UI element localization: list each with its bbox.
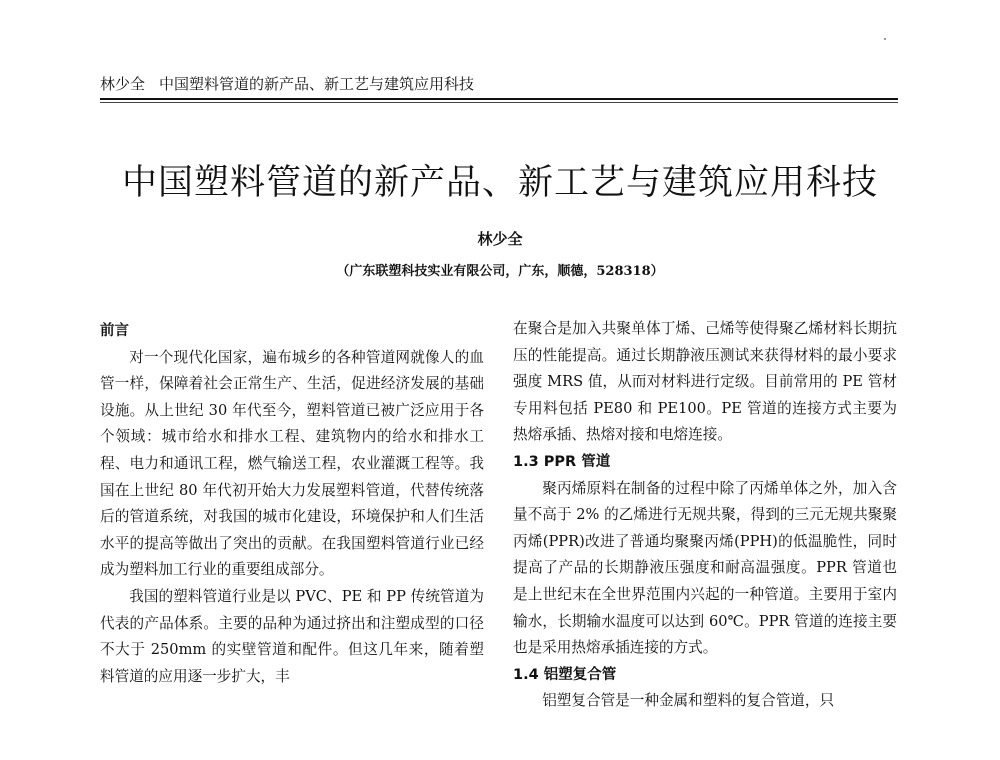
article-authors: 林少全	[477, 230, 523, 248]
left-column	[100, 318, 484, 690]
header-rule-thin	[100, 102, 898, 103]
header-rule	[100, 98, 898, 100]
body-paragraph: 铝塑复合管是一种金属和塑料的复合管道，只	[542, 692, 835, 710]
article-affiliation: （广东联塑科技实业有限公司，广东，顺德，528318）	[336, 264, 664, 279]
body-paragraph: 在聚合是加入共聚单体丁烯、己烯等使得聚乙烯材料长期抗压的性能提高。通过长期静液压测试来获得材料的最小要求强度 MRS 值，从而对材料进行定级。目前常用的 PE 管材专用料包括 PE80 和 PE100。PE 管道的连接方式主要为热熔承插、热熔对接和电熔连接。	[513, 320, 897, 444]
section-heading-preface: 前言	[100, 323, 129, 339]
right-column	[513, 316, 897, 715]
section-heading-ppr: 1.3 PPR 管道	[513, 453, 611, 470]
running-header-title: 中国塑料管道的新产品、新工艺与建筑应用科技	[159, 75, 475, 93]
right-column-viewport	[500, 316, 920, 760]
article-title: 中国塑料管道的新产品、新工艺与建筑应用科技	[121, 163, 878, 203]
running-header	[100, 74, 890, 94]
scan-speck	[884, 38, 886, 40]
body-paragraph: 对一个现代化国家，遍布城乡的各种管道网就像人的血管一样，保障着社会正常生产、生活，促进经济发展的基础设施。从上世纪 30 年代至今，塑料管道已被广泛应用于各个领域：城市给水和排水工程、建筑物内的给水和排水工程、电力和通讯工程，燃气输送工程，农业灌溉工程等。我国在上世纪 80 年代初开始大力发展塑料管道，代替传统落后的管道系统，对我国的城市化建设，环境保护和人们生活水平的提高等做出了突出的贡献。在我国塑料管道行业已经成为塑料加工行业的重要组成部分。	[100, 348, 484, 579]
running-header-author: 林少全	[100, 75, 146, 93]
left-column-viewport	[100, 318, 500, 760]
body-paragraph: 我国的塑料管道行业是以 PVC、PE 和 PP 传统管道为代表的产品体系。主要的品种为通过挤出和注塑成型的口径不大于 250mm 的实壁管道和配件。但这几年来，随着塑料管道的应用逐一步扩大，丰	[100, 587, 484, 685]
section-heading-aluminum-plastic: 1.4 铝塑复合管	[513, 666, 617, 683]
body-paragraph: 聚丙烯原料在制备的过程中除了丙烯单体之外，加入含量不高于 2% 的乙烯进行无规共聚，得到的三元无规共聚聚丙烯(PPR)改进了普通均聚聚丙烯(PPH)的低温脆性，同时提高了产品的长期静液压强度和耐高温强度。PPR 管道也是上世纪末在全世界范围内兴起的一种管道。主要用于室内输水，长期输水温度可以达到 60℃。PPR 管道的连接主要也是采用热熔承插连接的方式。	[513, 479, 897, 657]
